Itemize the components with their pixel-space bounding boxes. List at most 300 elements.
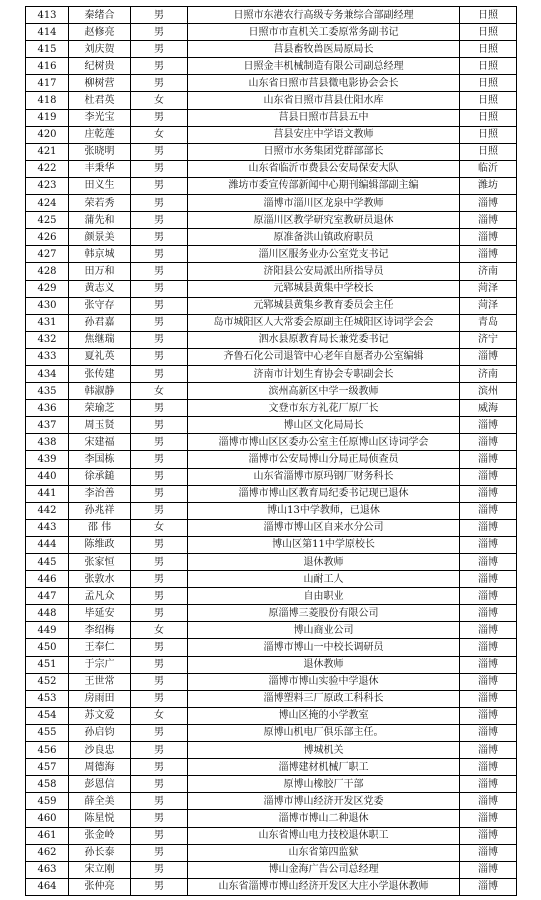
work-unit-cell: 淄博市博山区区委办公室主任原博山区诗词学会 — [188, 434, 460, 451]
row-number-cell: 448 — [26, 605, 69, 622]
table-row — [26, 195, 517, 212]
city-cell: 淄博 — [460, 434, 517, 451]
gender-cell: 男 — [131, 24, 188, 41]
table-row — [26, 639, 517, 656]
table-row — [26, 126, 517, 143]
table-row — [26, 588, 517, 605]
row-number-cell: 419 — [26, 109, 69, 126]
name-cell: 张晓明 — [69, 143, 131, 160]
work-unit-cell: 退休教师 — [188, 554, 460, 571]
row-number-cell: 460 — [26, 810, 69, 827]
name-cell: 陈星悦 — [69, 810, 131, 827]
city-cell: 淄博 — [460, 519, 517, 536]
gender-cell: 女 — [131, 707, 188, 724]
table-row — [26, 844, 517, 861]
name-cell: 秦绪合 — [69, 7, 131, 24]
gender-cell: 男 — [131, 75, 188, 92]
city-cell: 淄博 — [460, 348, 517, 365]
name-cell: 颜景美 — [69, 229, 131, 246]
city-cell: 淄博 — [460, 502, 517, 519]
gender-cell: 男 — [131, 400, 188, 417]
row-number-cell: 420 — [26, 126, 69, 143]
row-number-cell: 413 — [26, 7, 69, 24]
name-cell: 孟凡众 — [69, 588, 131, 605]
work-unit-cell: 莒县日照市莒县五中 — [188, 109, 460, 126]
row-number-cell: 414 — [26, 24, 69, 41]
work-unit-cell: 岛市城阳区人大常委会原副主任城阳区诗词学会会 — [188, 314, 460, 331]
work-unit-cell: 山东省日照市莒县微电影协会会长 — [188, 75, 460, 92]
row-number-cell: 438 — [26, 434, 69, 451]
city-cell: 日照 — [460, 24, 517, 41]
gender-cell: 男 — [131, 434, 188, 451]
row-number-cell: 423 — [26, 177, 69, 194]
name-cell: 薛全美 — [69, 793, 131, 810]
gender-cell: 男 — [131, 536, 188, 553]
table-row — [26, 41, 517, 58]
work-unit-cell: 淄博市博山经济开发区党委 — [188, 793, 460, 810]
name-cell: 于宗广 — [69, 656, 131, 673]
gender-cell: 男 — [131, 861, 188, 878]
work-unit-cell: 博山商业公司 — [188, 622, 460, 639]
city-cell: 淄博 — [460, 571, 517, 588]
row-number-cell: 421 — [26, 143, 69, 160]
row-number-cell: 429 — [26, 280, 69, 297]
table-row — [26, 143, 517, 160]
city-cell: 淄博 — [460, 229, 517, 246]
table-row — [26, 656, 517, 673]
gender-cell: 男 — [131, 41, 188, 58]
city-cell: 淄博 — [460, 622, 517, 639]
gender-cell: 男 — [131, 810, 188, 827]
work-unit-cell: 淄博市淄川区龙泉中学教师 — [188, 195, 460, 212]
city-cell: 淄博 — [460, 707, 517, 724]
name-cell: 王奉仁 — [69, 639, 131, 656]
table-row — [26, 776, 517, 793]
city-cell: 日照 — [460, 143, 517, 160]
table-row — [26, 519, 517, 536]
member-table-body — [26, 7, 517, 896]
gender-cell: 男 — [131, 571, 188, 588]
name-cell: 纪树贵 — [69, 58, 131, 75]
name-cell: 张金岭 — [69, 827, 131, 844]
name-cell: 周德海 — [69, 759, 131, 776]
gender-cell: 男 — [131, 365, 188, 382]
work-unit-cell: 原准备洪山镇政府职员 — [188, 229, 460, 246]
work-unit-cell: 山东省博山电力技校退休职工 — [188, 827, 460, 844]
name-cell: 孙启钧 — [69, 724, 131, 741]
city-cell: 日照 — [460, 126, 517, 143]
table-row — [26, 707, 517, 724]
work-unit-cell: 原淄川区教学研究室教研员退休 — [188, 212, 460, 229]
work-unit-cell: 元郓城县黄集乡教育委员会主任 — [188, 297, 460, 314]
name-cell: 孙长泰 — [69, 844, 131, 861]
gender-cell: 男 — [131, 195, 188, 212]
row-number-cell: 435 — [26, 383, 69, 400]
city-cell: 淄博 — [460, 793, 517, 810]
row-number-cell: 451 — [26, 656, 69, 673]
city-cell: 淄博 — [460, 417, 517, 434]
row-number-cell: 453 — [26, 690, 69, 707]
row-number-cell: 428 — [26, 263, 69, 280]
row-number-cell: 426 — [26, 229, 69, 246]
table-row — [26, 827, 517, 844]
row-number-cell: 424 — [26, 195, 69, 212]
work-unit-cell: 原淄博三菱股份有限公司 — [188, 605, 460, 622]
name-cell: 韩淑静 — [69, 383, 131, 400]
table-row — [26, 536, 517, 553]
table-row — [26, 434, 517, 451]
name-cell: 房雨田 — [69, 690, 131, 707]
table-row — [26, 263, 517, 280]
table-row — [26, 417, 517, 434]
gender-cell: 男 — [131, 827, 188, 844]
name-cell: 沙良忠 — [69, 742, 131, 759]
city-cell: 淄博 — [460, 742, 517, 759]
name-cell: 苏文爱 — [69, 707, 131, 724]
work-unit-cell: 济阳县公安局派出所指导员 — [188, 263, 460, 280]
city-cell: 淄博 — [460, 588, 517, 605]
gender-cell: 男 — [131, 160, 188, 177]
work-unit-cell: 淄博市公安局博山分局正局侦查员 — [188, 451, 460, 468]
row-number-cell: 417 — [26, 75, 69, 92]
city-cell: 淄博 — [460, 656, 517, 673]
gender-cell: 男 — [131, 656, 188, 673]
row-number-cell: 457 — [26, 759, 69, 776]
name-cell: 李国栋 — [69, 451, 131, 468]
name-cell: 李光宝 — [69, 109, 131, 126]
table-row — [26, 109, 517, 126]
work-unit-cell: 山东省日照市莒县仕阳水库 — [188, 92, 460, 109]
work-unit-cell: 滨州高新区中学一级教师 — [188, 383, 460, 400]
city-cell: 菏泽 — [460, 297, 517, 314]
table-row — [26, 58, 517, 75]
gender-cell: 男 — [131, 502, 188, 519]
table-row — [26, 742, 517, 759]
city-cell: 淄博 — [460, 827, 517, 844]
work-unit-cell: 日照市市直机关工委原常务副书记 — [188, 24, 460, 41]
name-cell: 荣瑜芝 — [69, 400, 131, 417]
table-row — [26, 229, 517, 246]
name-cell: 赵修亮 — [69, 24, 131, 41]
row-number-cell: 440 — [26, 468, 69, 485]
work-unit-cell: 博山区文化局局长 — [188, 417, 460, 434]
gender-cell: 男 — [131, 229, 188, 246]
gender-cell: 男 — [131, 451, 188, 468]
gender-cell: 男 — [131, 485, 188, 502]
table-row — [26, 297, 517, 314]
work-unit-cell: 日照市东港农行高级专务兼综合部副经理 — [188, 7, 460, 24]
row-number-cell: 430 — [26, 297, 69, 314]
city-cell: 淄博 — [460, 759, 517, 776]
work-unit-cell: 淄博市博山一中校长调研员 — [188, 639, 460, 656]
work-unit-cell: 莒县畜牧兽医局原局长 — [188, 41, 460, 58]
name-cell: 张守存 — [69, 297, 131, 314]
row-number-cell: 427 — [26, 246, 69, 263]
gender-cell: 男 — [131, 314, 188, 331]
table-row — [26, 383, 517, 400]
row-number-cell: 456 — [26, 742, 69, 759]
work-unit-cell: 山东省淄博市原玛钢厂财务科长 — [188, 468, 460, 485]
table-row — [26, 24, 517, 41]
name-cell: 孙君嘉 — [69, 314, 131, 331]
city-cell: 日照 — [460, 41, 517, 58]
table-row — [26, 793, 517, 810]
name-cell: 徐承鎚 — [69, 468, 131, 485]
city-cell: 日照 — [460, 109, 517, 126]
name-cell: 孙兆祥 — [69, 502, 131, 519]
name-cell: 宋立刚 — [69, 861, 131, 878]
row-number-cell: 455 — [26, 724, 69, 741]
gender-cell: 男 — [131, 348, 188, 365]
table-row — [26, 468, 517, 485]
row-number-cell: 449 — [26, 622, 69, 639]
city-cell: 淄博 — [460, 605, 517, 622]
row-number-cell: 447 — [26, 588, 69, 605]
name-cell: 张家恒 — [69, 554, 131, 571]
table-row — [26, 331, 517, 348]
gender-cell: 女 — [131, 383, 188, 400]
row-number-cell: 433 — [26, 348, 69, 365]
table-row — [26, 7, 517, 24]
gender-cell: 男 — [131, 742, 188, 759]
name-cell: 丰秉华 — [69, 160, 131, 177]
name-cell: 周玉贤 — [69, 417, 131, 434]
table-row — [26, 348, 517, 365]
row-number-cell: 463 — [26, 861, 69, 878]
gender-cell: 男 — [131, 297, 188, 314]
name-cell: 蒲先和 — [69, 212, 131, 229]
city-cell: 临沂 — [460, 160, 517, 177]
name-cell: 李绍梅 — [69, 622, 131, 639]
work-unit-cell: 博山13中学教师，已退休 — [188, 502, 460, 519]
table-row — [26, 759, 517, 776]
work-unit-cell: 莒县安庄中学语文教师 — [188, 126, 460, 143]
table-row — [26, 878, 517, 895]
row-number-cell: 446 — [26, 571, 69, 588]
gender-cell: 女 — [131, 92, 188, 109]
gender-cell: 男 — [131, 759, 188, 776]
work-unit-cell: 自由职业 — [188, 588, 460, 605]
gender-cell: 男 — [131, 605, 188, 622]
work-unit-cell: 淄博建材机械厂职工 — [188, 759, 460, 776]
name-cell: 杜君英 — [69, 92, 131, 109]
city-cell: 淄博 — [460, 810, 517, 827]
city-cell: 菏泽 — [460, 280, 517, 297]
city-cell: 淄博 — [460, 451, 517, 468]
city-cell: 淄博 — [460, 639, 517, 656]
table-row — [26, 212, 517, 229]
gender-cell: 男 — [131, 878, 188, 895]
city-cell: 威海 — [460, 400, 517, 417]
table-row — [26, 861, 517, 878]
row-number-cell: 422 — [26, 160, 69, 177]
table-row — [26, 571, 517, 588]
table-row — [26, 673, 517, 690]
row-number-cell: 458 — [26, 776, 69, 793]
work-unit-cell: 山东省第四监狱 — [188, 844, 460, 861]
row-number-cell: 416 — [26, 58, 69, 75]
city-cell: 淄博 — [460, 536, 517, 553]
name-cell: 张传建 — [69, 365, 131, 382]
work-unit-cell: 日照市水务集团党群部部长 — [188, 143, 460, 160]
gender-cell: 男 — [131, 143, 188, 160]
row-number-cell: 418 — [26, 92, 69, 109]
work-unit-cell: 山东省淄博市博山经济开发区大庄小学退休教师 — [188, 878, 460, 895]
work-unit-cell: 泗水县原教育局长兼党委书记 — [188, 331, 460, 348]
city-cell: 淄博 — [460, 246, 517, 263]
gender-cell: 男 — [131, 844, 188, 861]
city-cell: 日照 — [460, 58, 517, 75]
work-unit-cell: 山东省临沂市费县公安局保安大队 — [188, 160, 460, 177]
gender-cell: 男 — [131, 776, 188, 793]
name-cell: 邵 伟 — [69, 519, 131, 536]
table-row — [26, 605, 517, 622]
gender-cell: 男 — [131, 7, 188, 24]
row-number-cell: 454 — [26, 707, 69, 724]
name-cell: 荣若秀 — [69, 195, 131, 212]
city-cell: 淄博 — [460, 673, 517, 690]
gender-cell: 男 — [131, 468, 188, 485]
row-number-cell: 445 — [26, 554, 69, 571]
gender-cell: 男 — [131, 793, 188, 810]
table-row — [26, 554, 517, 571]
city-cell: 滨州 — [460, 383, 517, 400]
row-number-cell: 436 — [26, 400, 69, 417]
name-cell: 彭恩信 — [69, 776, 131, 793]
work-unit-cell: 山耐工人 — [188, 571, 460, 588]
city-cell: 淄博 — [460, 195, 517, 212]
gender-cell: 男 — [131, 639, 188, 656]
row-number-cell: 441 — [26, 485, 69, 502]
row-number-cell: 450 — [26, 639, 69, 656]
name-cell: 焦继瑞 — [69, 331, 131, 348]
gender-cell: 男 — [131, 246, 188, 263]
gender-cell: 男 — [131, 331, 188, 348]
row-number-cell: 437 — [26, 417, 69, 434]
table-row — [26, 622, 517, 639]
gender-cell: 男 — [131, 280, 188, 297]
gender-cell: 男 — [131, 177, 188, 194]
city-cell: 淄博 — [460, 724, 517, 741]
work-unit-cell: 淄川区服务业办公室党支书记 — [188, 246, 460, 263]
name-cell: 柳树营 — [69, 75, 131, 92]
city-cell: 淄博 — [460, 212, 517, 229]
row-number-cell: 432 — [26, 331, 69, 348]
table-row — [26, 451, 517, 468]
row-number-cell: 425 — [26, 212, 69, 229]
table-row — [26, 246, 517, 263]
gender-cell: 男 — [131, 212, 188, 229]
work-unit-cell: 文登市东方礼花厂原厂长 — [188, 400, 460, 417]
table-row — [26, 400, 517, 417]
gender-cell: 男 — [131, 554, 188, 571]
gender-cell: 女 — [131, 126, 188, 143]
table-row — [26, 810, 517, 827]
member-table — [25, 6, 517, 896]
row-number-cell: 439 — [26, 451, 69, 468]
row-number-cell: 431 — [26, 314, 69, 331]
city-cell: 济宁 — [460, 331, 517, 348]
row-number-cell: 461 — [26, 827, 69, 844]
table-row — [26, 92, 517, 109]
city-cell: 淄博 — [460, 690, 517, 707]
gender-cell: 男 — [131, 263, 188, 280]
name-cell: 刘庆贺 — [69, 41, 131, 58]
city-cell: 济南 — [460, 263, 517, 280]
city-cell: 潍坊 — [460, 177, 517, 194]
table-row — [26, 690, 517, 707]
work-unit-cell: 博城机关 — [188, 742, 460, 759]
row-number-cell: 462 — [26, 844, 69, 861]
table-row — [26, 314, 517, 331]
gender-cell: 男 — [131, 58, 188, 75]
name-cell: 庄乾莲 — [69, 126, 131, 143]
name-cell: 韩京城 — [69, 246, 131, 263]
work-unit-cell: 淄博市博山二种退休 — [188, 810, 460, 827]
city-cell: 济南 — [460, 365, 517, 382]
gender-cell: 男 — [131, 690, 188, 707]
name-cell: 黄志义 — [69, 280, 131, 297]
gender-cell: 男 — [131, 673, 188, 690]
row-number-cell: 452 — [26, 673, 69, 690]
work-unit-cell: 博山金海广告公司总经理 — [188, 861, 460, 878]
work-unit-cell: 原博山橡胶厂干部 — [188, 776, 460, 793]
work-unit-cell: 博山区掩的小学教室 — [188, 707, 460, 724]
table-row — [26, 177, 517, 194]
city-cell: 日照 — [460, 92, 517, 109]
row-number-cell: 442 — [26, 502, 69, 519]
work-unit-cell: 齐鲁石化公司退管中心老年自愿者办公室编辑 — [188, 348, 460, 365]
gender-cell: 女 — [131, 622, 188, 639]
name-cell: 张敦水 — [69, 571, 131, 588]
table-row — [26, 160, 517, 177]
work-unit-cell: 济南市计划生育协会专职副会长 — [188, 365, 460, 382]
row-number-cell: 415 — [26, 41, 69, 58]
city-cell: 淄博 — [460, 485, 517, 502]
city-cell: 日照 — [460, 7, 517, 24]
work-unit-cell: 元郓城县黄集中学校长 — [188, 280, 460, 297]
table-row — [26, 365, 517, 382]
name-cell: 田义生 — [69, 177, 131, 194]
name-cell: 陈维政 — [69, 536, 131, 553]
gender-cell: 男 — [131, 417, 188, 434]
gender-cell: 女 — [131, 519, 188, 536]
table-row — [26, 280, 517, 297]
name-cell: 宋建福 — [69, 434, 131, 451]
name-cell: 李治善 — [69, 485, 131, 502]
city-cell: 淄博 — [460, 861, 517, 878]
work-unit-cell: 淄博市博山区教育局纪委书记现已退休 — [188, 485, 460, 502]
city-cell: 淄博 — [460, 468, 517, 485]
name-cell: 王世常 — [69, 673, 131, 690]
table-row — [26, 502, 517, 519]
city-cell: 淄博 — [460, 878, 517, 895]
city-cell: 淄博 — [460, 776, 517, 793]
table-row — [26, 485, 517, 502]
city-cell: 淄博 — [460, 554, 517, 571]
table-row — [26, 724, 517, 741]
row-number-cell: 459 — [26, 793, 69, 810]
work-unit-cell: 淄博市博山区自来水分公司 — [188, 519, 460, 536]
city-cell: 日照 — [460, 75, 517, 92]
work-unit-cell: 博山区第11中学原校长 — [188, 536, 460, 553]
gender-cell: 男 — [131, 588, 188, 605]
gender-cell: 男 — [131, 724, 188, 741]
work-unit-cell: 潍坊市委宣传部新闻中心期刊编辑部副主编 — [188, 177, 460, 194]
gender-cell: 男 — [131, 109, 188, 126]
row-number-cell: 464 — [26, 878, 69, 895]
city-cell: 青岛 — [460, 314, 517, 331]
